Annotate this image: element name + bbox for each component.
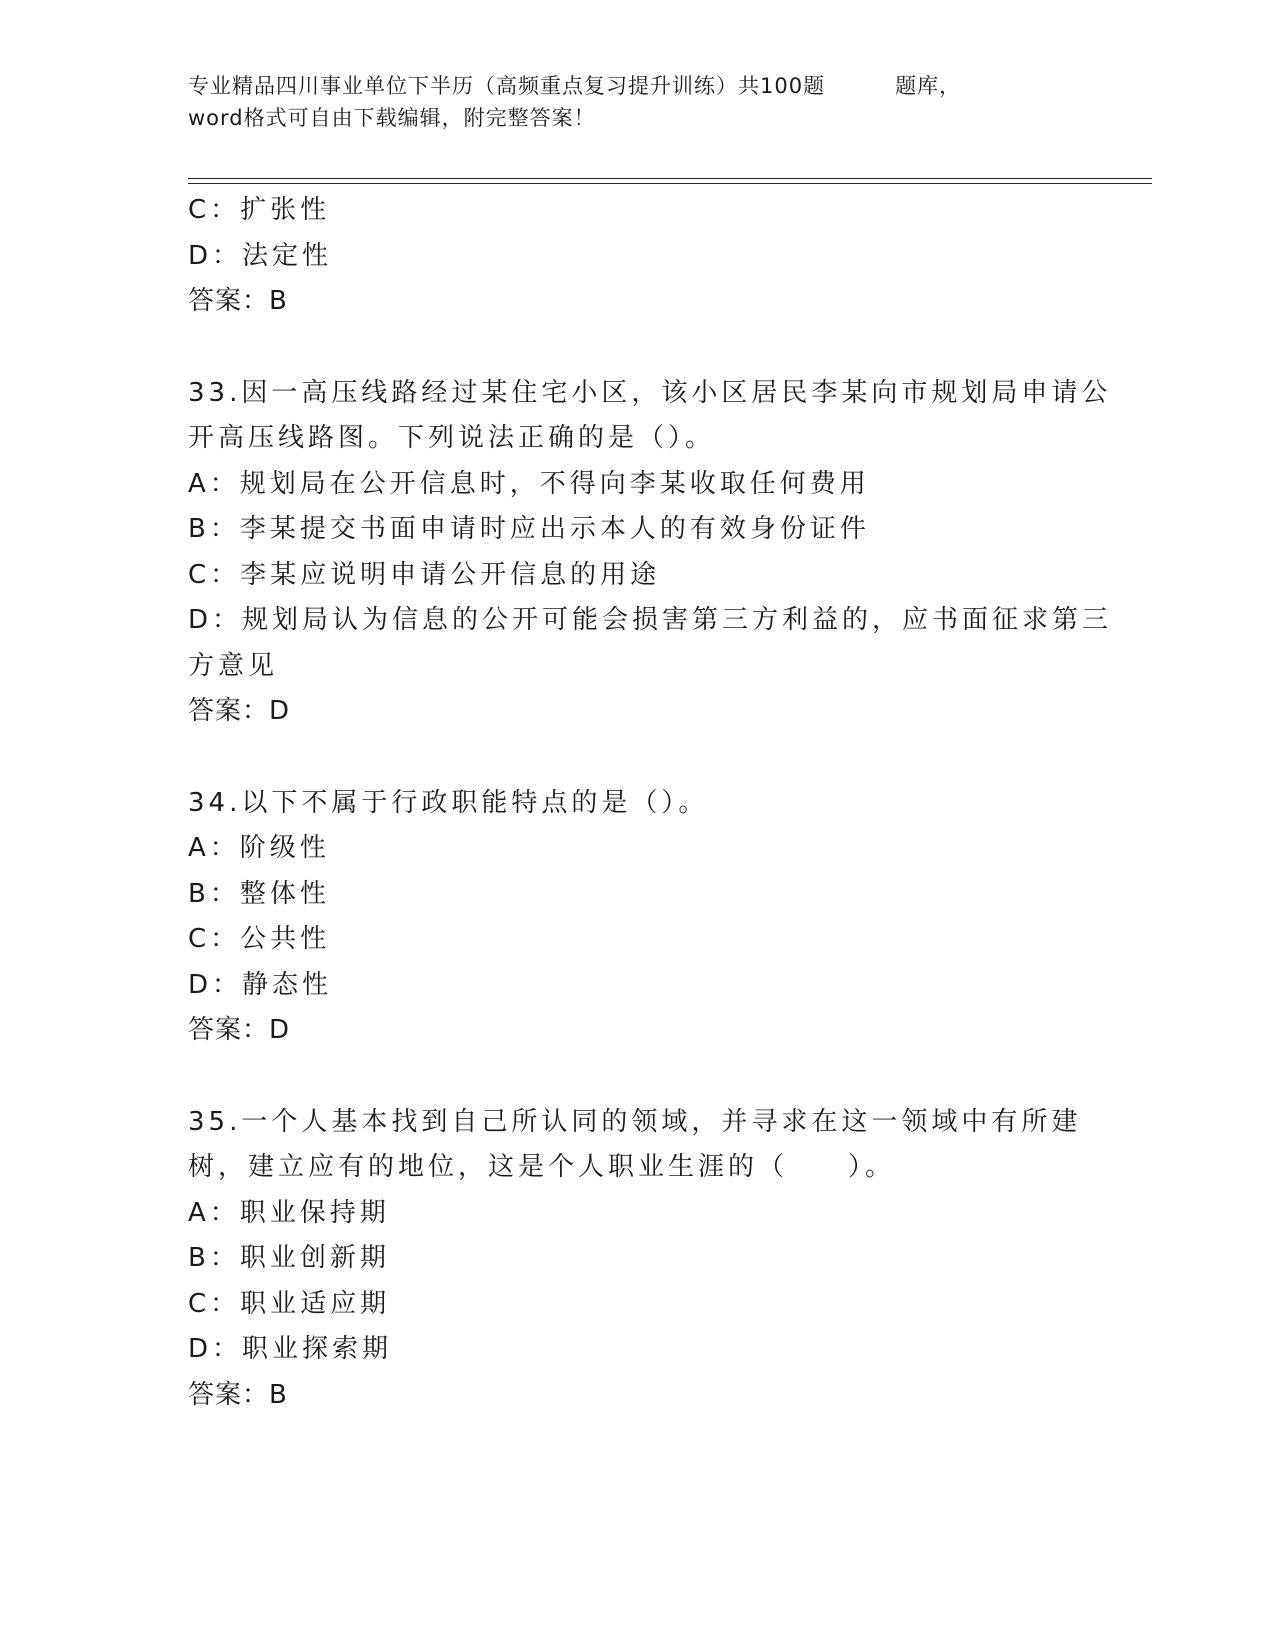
question-stem: 33.因一高压线路经过某住宅小区，该小区居民李某向市规划局申请公开高压线路图。下列说法正确的是（）。 (188, 377, 1112, 453)
option-c: C：李某应说明申请公开信息的用途 (188, 559, 661, 590)
answer-line: 答案：D (188, 1015, 291, 1045)
question-35 (188, 1100, 1118, 1419)
document-body (188, 188, 1118, 1418)
option-a: A：职业保持期 (188, 1197, 390, 1228)
answer-line: 答案：B (188, 286, 288, 316)
question-33 (188, 371, 1118, 735)
option-c: C：职业适应期 (188, 1288, 391, 1319)
option-b: B：整体性 (188, 878, 330, 909)
option-c: C：公共性 (188, 924, 331, 954)
option-c: C：扩张性 (188, 195, 331, 225)
option-d: D：法定性 (188, 240, 333, 271)
option-a: A：规划局在公开信息时，不得向李某收取任何费用 (188, 468, 870, 499)
question-stem: 35.一个人基本找到自己所认同的领域，并寻求在这一领域中有所建树，建立应有的地位，这是个人职业生涯的（ ）。 (188, 1106, 1082, 1182)
header-title-suffix: 题库， (895, 74, 962, 98)
header-divider-top (188, 178, 1152, 179)
header-title: 专业精品四川事业单位下半历（高频重点复习提升训练）共100题 (188, 74, 826, 98)
question-stem: 34.以下不属于行政职能特点的是（）。 (188, 787, 709, 818)
option-d: D：职业探索期 (188, 1334, 393, 1364)
option-b: B：职业创新期 (188, 1243, 390, 1273)
option-a: A：阶级性 (188, 833, 330, 863)
question-32-continuation (188, 188, 1118, 325)
option-d: D：规划局认为信息的公开可能会损害第三方利益的，应书面征求第三方意见 (188, 605, 1113, 681)
option-d: D：静态性 (188, 969, 333, 1000)
header-divider-bottom (188, 183, 1152, 184)
document-header (188, 70, 1148, 134)
header-title-line (188, 70, 1148, 102)
question-34 (188, 781, 1118, 1054)
option-b: B：李某提交书面申请时应出示本人的有效身份证件 (188, 514, 870, 544)
header-subtitle: word格式可自由下载编辑，附完整答案！ (188, 106, 596, 130)
answer-line: 答案：B (188, 1379, 288, 1410)
answer-line: 答案：D (188, 696, 291, 726)
